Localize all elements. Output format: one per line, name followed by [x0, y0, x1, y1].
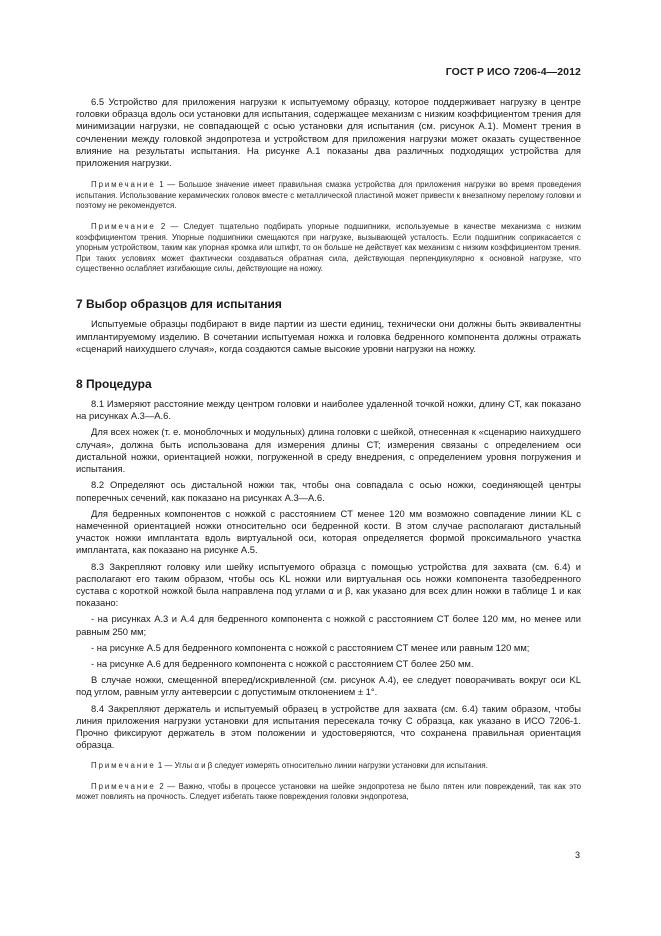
note-text: 1 — Углы α и β следует измерять относительно линии нагрузки установки для испытания. [155, 761, 488, 771]
list-item: - на рисунке А.5 для бедренного компонента с ножкой с расстоянием CT менее или равным 120 мм; [91, 641, 530, 653]
paragraph-6-5: 6.5 Устройство для приложения нагрузки к испытуемому образцу, которое поддерживает нагрузку в центре головки образца вдоль оси установки для испытания, содержащее механизм с низким коэффициентом трения для минимизации нагрузки, не совпадающей с осью установки для испытания (см. рисунок А.1). Момент трения в сочленении между головкой эндопротеза и устройством для приложения нагрузки может оказать существенное влияние на результаты испытания. На рисунке А.1 показаны два различных подходящих устройства для приложения нагрузки. [76, 96, 581, 169]
note-label: Примечание [91, 222, 156, 232]
paragraph-7-1: Испытуемые образцы подбирают в виде партии из шести единиц, технически они должны быть эквивалентны имплантируемому изделию. В сочетании испытуемая ножка и головка бедренного компонента должны отражать «сценарий наихудшего случая», когда создаются самые высокие уровни нагрузки на ножку. [76, 318, 581, 354]
paragraph-8-2: 8.2 Определяют ось дистальной ножки так, чтобы она совпадала с осью ножки, соединяющей центры поперечных сечений, как показано на рисунках А.3—А.6. [76, 479, 581, 503]
section-8-heading: 8 Процедура [76, 377, 152, 392]
list-item: - на рисунке А.6 для бедренного компонента с ножкой с расстоянием CT более 250 мм. [91, 657, 474, 669]
page-number: 3 [574, 850, 580, 860]
note-text: 2 — Важно, чтобы в процессе установки на шейке эндопротеза не было пятен или повреждений, так как это может повлиять на прочность. Следует избегать также повреждения головки эндопротеза, [76, 781, 581, 802]
paragraph-8-2b: Для бедренных компонентов с ножкой с расстоянием CT менее 120 мм возможно совпадение линии KL с намеченной ориентацией ножки относительно оси бедренной кости. В этом случае располагают дистальный участок ножки имплантата вдоль виртуальной оси, которая определяется формой проксимального участка имплантата, как показано на рисунке А.5. [76, 507, 581, 556]
note-label: Примечание [91, 180, 156, 190]
note-label: Примечание [91, 761, 156, 771]
list-item: - на рисунках А.3 и А.4 для бедренного компонента с ножкой с расстоянием CT более 120 мм, но менее или равным 250 мм; [76, 613, 581, 637]
standard-designation: ГОСТ Р ИСО 7206-4—2012 [445, 66, 581, 78]
note-6-1 [76, 180, 581, 211]
note-text: 2 — Следует тщательно подбирать упорные подшипники, используемые в качестве механизма с низким коэффициентом трения. Упорные подшипники смещаются при нагрузке, вызывающей усталость. Если подшипник соприкасается с упорным устройством, таким как упорная кромка или штифт, то он больше не действует как механизм с низким коэффициентом трения. При таких условиях может фактически создаваться обратная сила, действующая перпендикулярно к основной нагрузке, что существенно ослабляет изгибающие силы, действующие на ножку. [76, 222, 581, 274]
note-8-2 [76, 782, 581, 803]
note-6-2 [76, 222, 581, 274]
paragraph-8-1: 8.1 Измеряют расстояние между центром головки и наиболее удаленной точкой ножки, длину CT, как показано на рисунках А.3—А.6. [76, 398, 581, 422]
note-8-1 [76, 761, 581, 771]
note-label: Примечание [91, 781, 156, 791]
paragraph-8-3: 8.3 Закрепляют головку или шейку испытуемого образца с помощью устройства для захвата (см. 6.4) и располагают его таким образом, чтобы ось KL ножки или виртуальная ось ножки компонента тазобедренного сустава с короткой ножкой была направлена под углами α и β, как указано для всех длин ножки в таблице 1 и как показано: [76, 560, 581, 609]
page-content [76, 96, 581, 803]
section-7-heading: 7 Выбор образцов для испытания [76, 297, 282, 312]
paragraph-8-4: 8.4 Закрепляют держатель и испытуемый образец в устройстве для захвата (см. 6.4) таким образом, чтобы линия приложения нагрузки установки для испытания пересекала точку C образца, как указано в ИСО 7206-1. Прочно фиксируют держатель в этом положении и удостоверяются, что сохранена правильная ориентация образца. [76, 702, 581, 751]
paragraph-8-3b: В случае ножки, смещенной вперед/искривленной (см. рисунок А.4), ее следует поворачивать вокруг оси KL под углом, равным углу антеверсии с допустимым отклонением ± 1°. [76, 674, 581, 698]
note-text: 1 — Большое значение имеет правильная смазка устройства для приложения нагрузки во время проведения испытания. Использование керамических головок вместе с металлической пластиной может привести к внезапному перелому головки и поэтому не рекомендуется. [76, 180, 581, 211]
paragraph-8-1b: Для всех ножек (т. е. моноблочных и модульных) длина головки с шейкой, отнесенная к «сценарию наихудшего случая», должна быть использована для измерения длины CT; измерения связаны с определением оси дистальной ножки, ориентацией ножки, погруженной в среду внедрения, с определением уровня погружения и испытания. [76, 426, 581, 475]
